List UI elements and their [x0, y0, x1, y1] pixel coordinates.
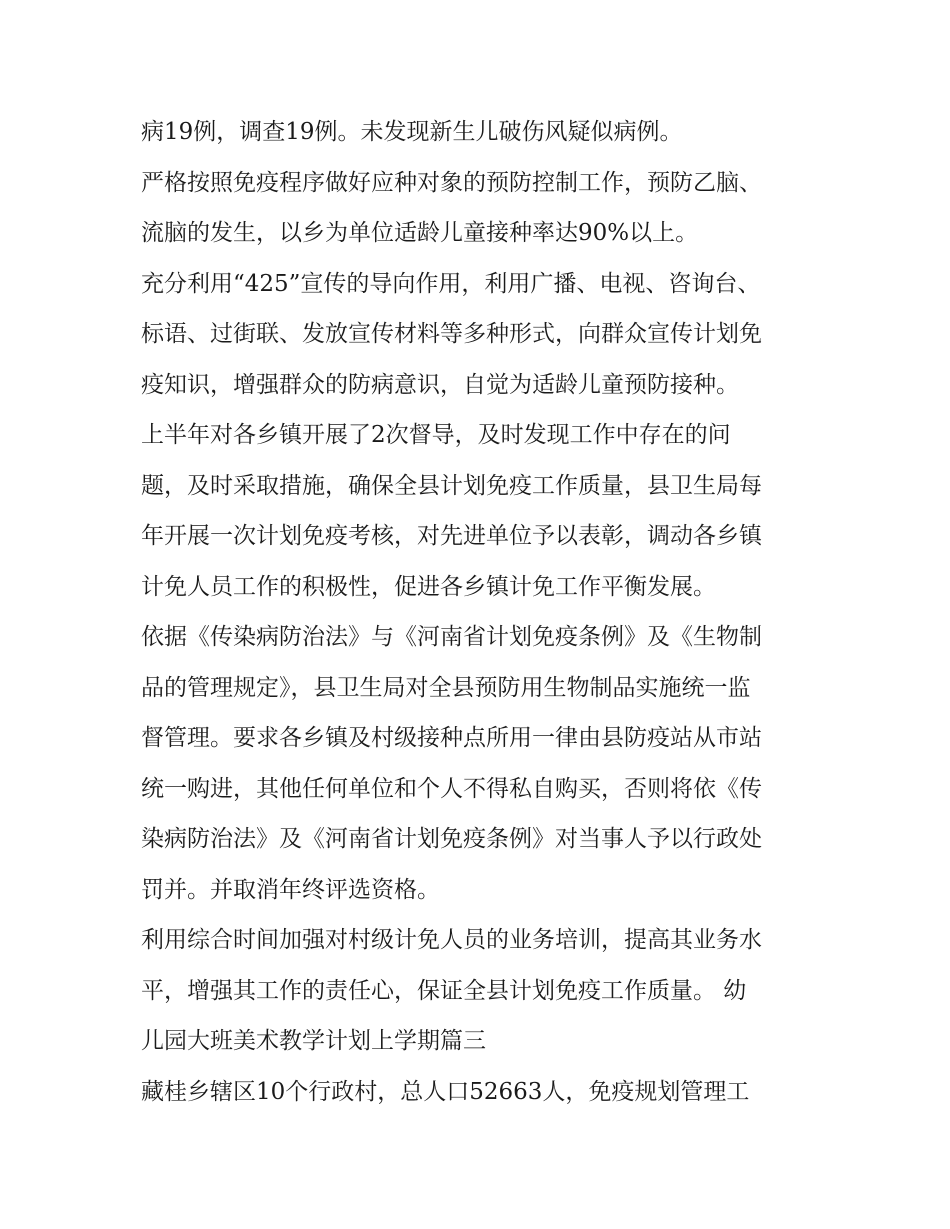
text-line-6: 疫知识，增强群众的防病意识，自觉为适龄儿童预防接种。 — [141, 371, 739, 398]
text-line-19: 儿园大班美术教学计划上学期篇三 — [141, 1028, 486, 1054]
text-line-18: 平，增强其工作的责任心，保证全县计划免疫工作质量。 幼 — [141, 977, 747, 1004]
text-line-17: 利用综合时间加强对村级计免人员的业务培训，提高其业务水 — [141, 927, 762, 953]
text-line-3: 流脑的发生，以乡为单位适龄儿童接种率达90%以上。 — [141, 220, 699, 246]
text-line-15: 染病防治法》及《河南省计划免疫条例》对当事人予以行政处 — [141, 826, 762, 852]
text-line-9: 年开展一次计划免疫考核，对先进单位予以表彰，调动各乡镇 — [141, 523, 762, 549]
document-body — [141, 107, 816, 1117]
text-line-5: 标语、过街联、发放宣传材料等多种形式，向群众宣传计划免 — [141, 321, 762, 347]
text-line-8: 题，及时采取措施，确保全县计划免疫工作质量，县卫生局每 — [141, 472, 762, 499]
text-line-4: 充分利用“425”宣传的导向作用，利用广播、电视、咨询台、 — [141, 270, 761, 297]
text-line-10: 计免人员工作的积极性，促进各乡镇计免工作平衡发展。 — [141, 573, 716, 600]
text-line-7: 上半年对各乡镇开展了2次督导，及时发现工作中存在的问 — [141, 422, 731, 448]
text-line-14: 统一购进，其他任何单位和个人不得私自购买，否则将依《传 — [141, 775, 762, 802]
text-line-11: 依据《传染病防治法》与《河南省计划免疫条例》及《生物制 — [141, 624, 762, 650]
text-line-16: 罚并。并取消年终评选资格。 — [141, 876, 440, 903]
text-line-12: 品的管理规定》，县卫生局对全县预防用生物制品实施统一监 — [141, 674, 751, 701]
text-line-20: 藏桂乡辖区10个行政村，总人口52663人，免疫规划管理工 — [141, 1078, 750, 1105]
text-line-13: 督管理。要求各乡镇及村级接种点所用一律由县防疫站从市站 — [141, 725, 762, 751]
text-line-2: 严格按照免疫程序做好应种对象的预防控制工作，预防乙脑、 — [141, 169, 762, 196]
text-line-1: 病19例，调查19例。未发现新生儿破伤风疑似病例。 — [141, 119, 683, 145]
